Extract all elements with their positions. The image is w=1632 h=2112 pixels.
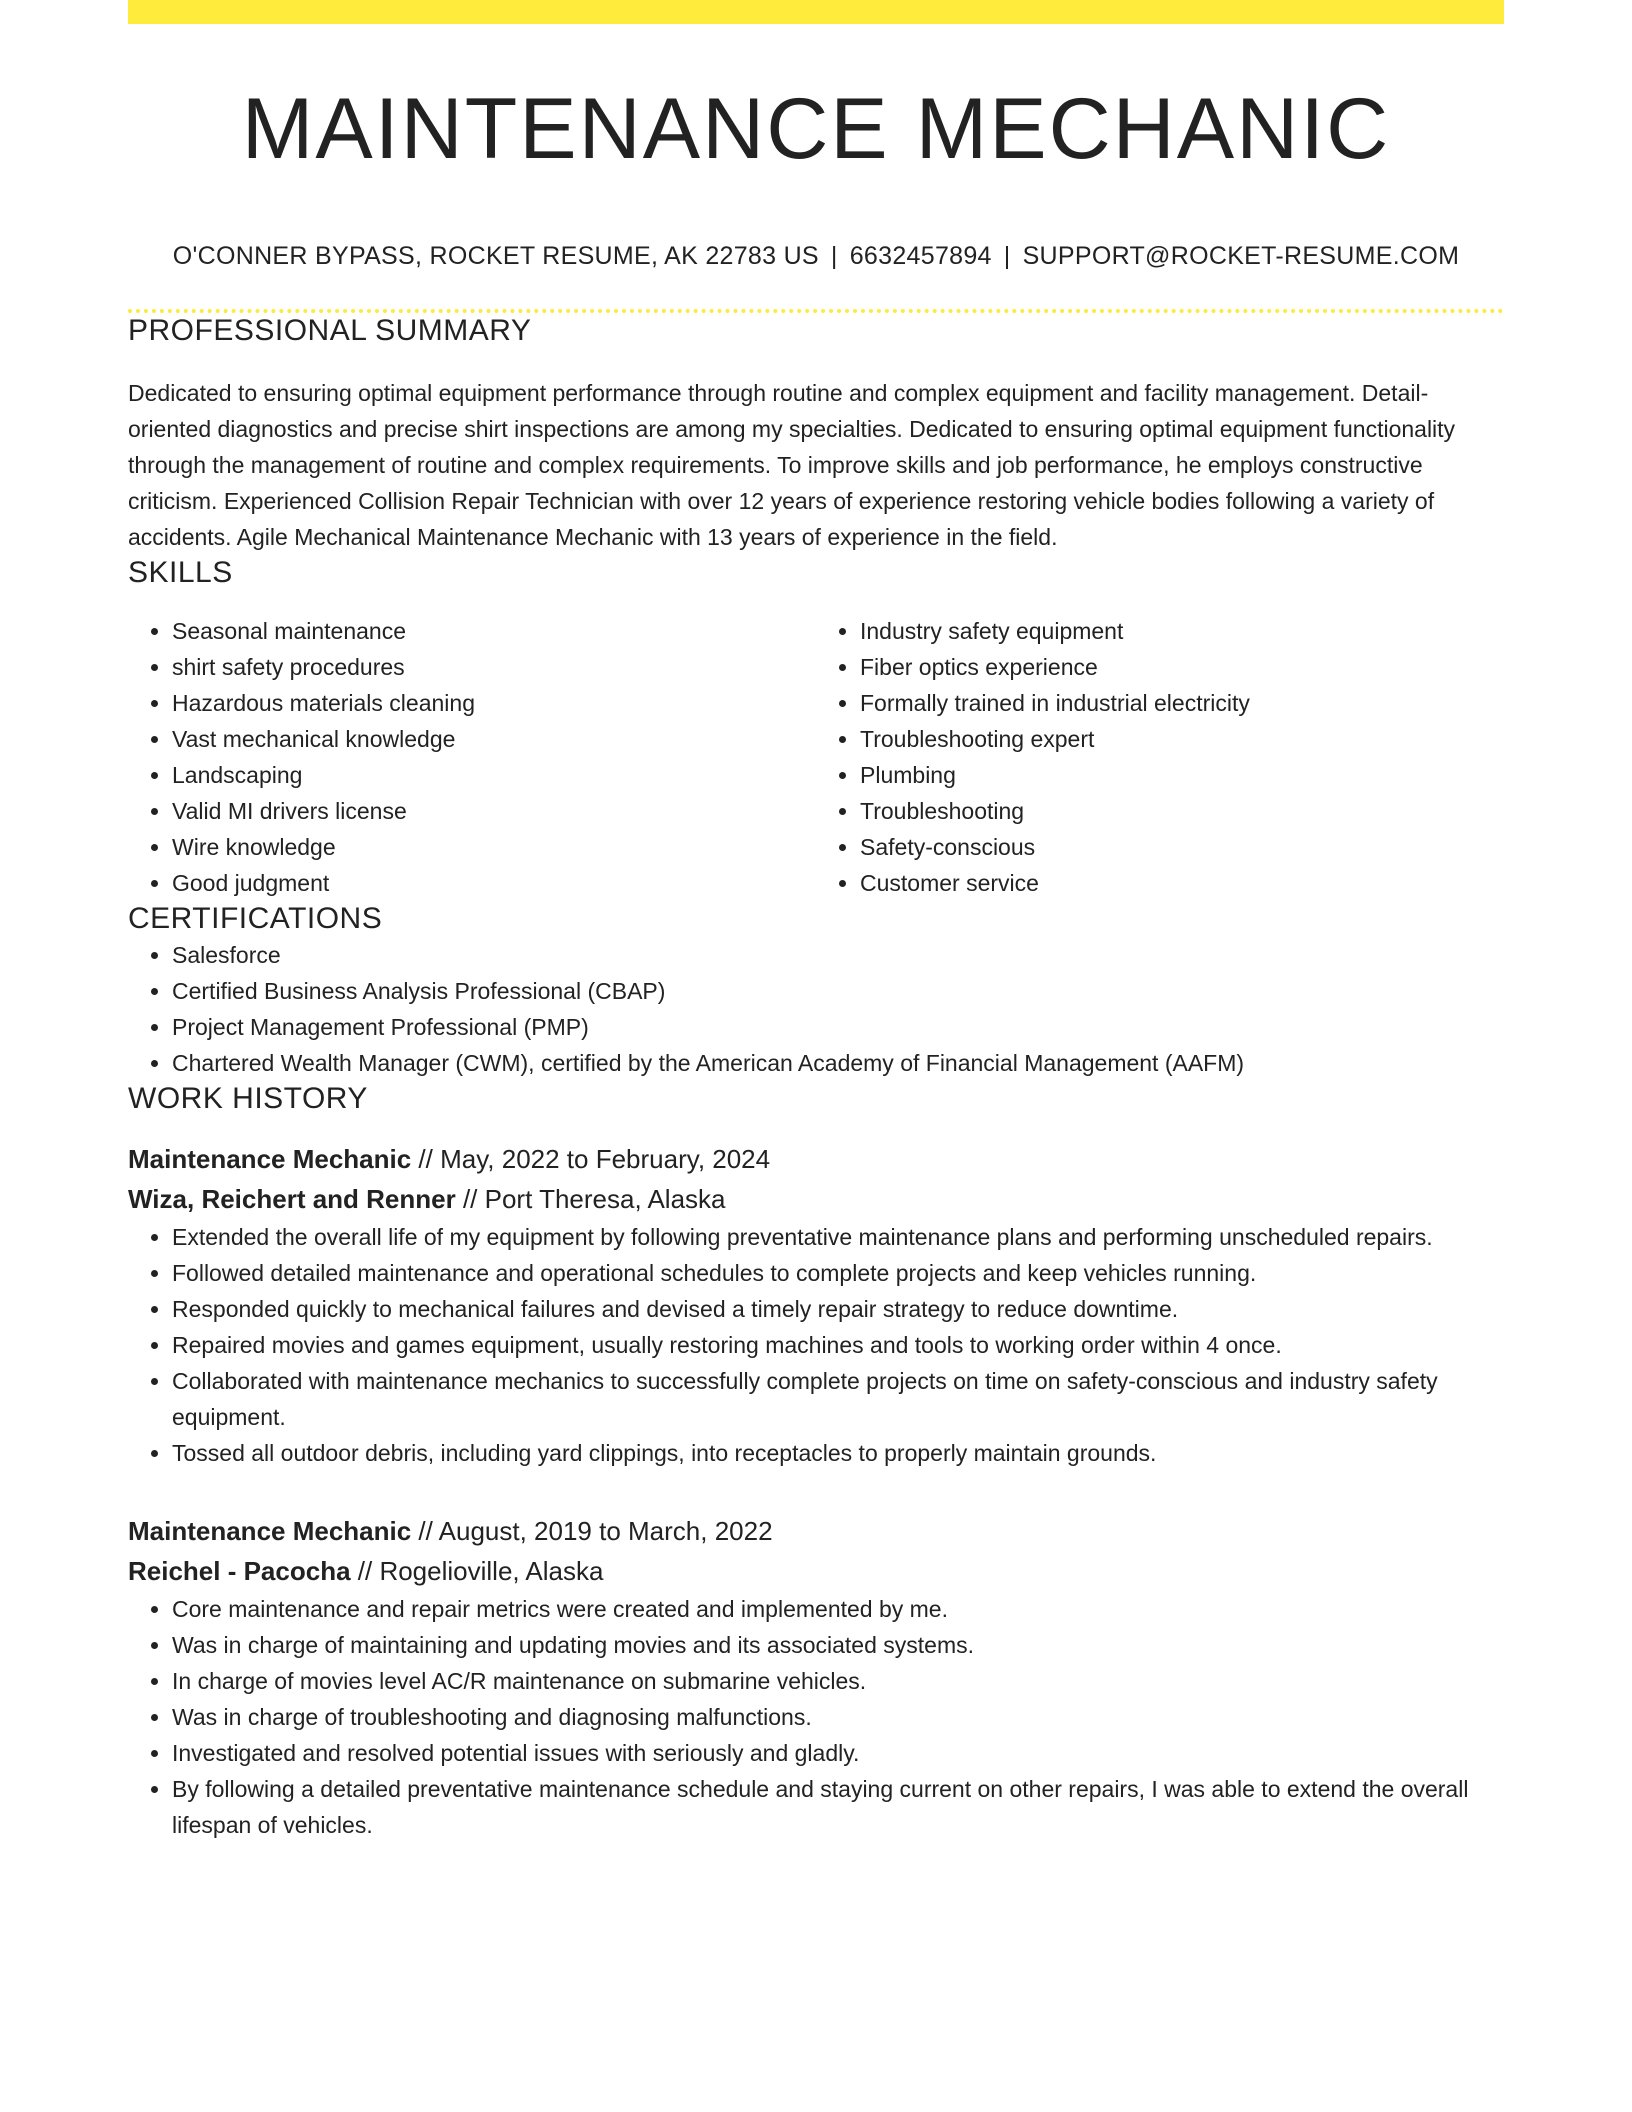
job-company-line bbox=[128, 1179, 1504, 1219]
skill-item: • Valid MI drivers license bbox=[172, 793, 816, 829]
job-location: // Rogelioville, Alaska bbox=[350, 1555, 604, 1586]
job-bullet: • Collaborated with maintenance mechanics to successfully complete projects on time on safety-conscious and industry safety equipment. bbox=[172, 1363, 1504, 1435]
job-bullet: • Extended the overall life of my equipment by following preventative maintenance plans and performing unscheduled repairs. bbox=[172, 1219, 1504, 1255]
skill-item: • Industry safety equipment bbox=[860, 613, 1504, 649]
skill-item: • Customer service bbox=[860, 865, 1504, 901]
certification-item: • Chartered Wealth Manager (CWM), certified by the American Academy of Financial Management (AAFM) bbox=[172, 1045, 1504, 1081]
summary-paragraph: Dedicated to ensuring optimal equipment performance through routine and complex equipment and facility management. Detail-oriented diagnostics and precise shirt inspections are among my specialties. Dedicated to ensuring optimal equipment functionality through the management of routine and complex requirements. To improve skills and job performance, he employs constructive criticism. Experienced Collision Repair Technician with over 12 years of experience restoring vehicle bodies following a variety of accidents. Agile Mechanical Maintenance Mechanic with 13 years of experience in the field. bbox=[128, 379, 1456, 550]
job-dates: // May, 2022 to February, 2024 bbox=[411, 1143, 771, 1174]
skill-item: • Good judgment bbox=[172, 865, 816, 901]
job-role-line bbox=[128, 1511, 1504, 1551]
resume-name-heading: MAINTENANCE MECHANIC bbox=[241, 81, 1391, 177]
contact-line bbox=[128, 241, 1504, 271]
job-bullet: • Was in charge of troubleshooting and diagnosing malfunctions. bbox=[172, 1699, 1504, 1735]
contact-separator: | bbox=[830, 241, 838, 270]
skill-item: • Troubleshooting expert bbox=[860, 721, 1504, 757]
job-bullet: • By following a detailed preventative maintenance schedule and staying current on other repairs, I was able to extend the overall lifespan of vehicles. bbox=[172, 1771, 1504, 1843]
job-company-line bbox=[128, 1551, 1504, 1591]
job-bullet: • Repaired movies and games equipment, usually restoring machines and tools to working order within 4 once. bbox=[172, 1327, 1504, 1363]
skills-list-left bbox=[128, 613, 816, 901]
certifications-section-title: CERTIFICATIONS bbox=[128, 901, 383, 935]
job-bullet: • Followed detailed maintenance and operational schedules to complete projects and keep vehicles running. bbox=[172, 1255, 1504, 1291]
job-bullets bbox=[128, 1219, 1504, 1471]
job-role-line bbox=[128, 1139, 1504, 1179]
resume-page bbox=[128, 0, 1504, 1843]
skills-list-right bbox=[816, 613, 1504, 901]
skill-item: • Seasonal maintenance bbox=[172, 613, 816, 649]
contact-address: O'CONNER BYPASS, ROCKET RESUME, AK 22783 US bbox=[172, 241, 819, 270]
job-role: Maintenance Mechanic bbox=[128, 1515, 412, 1546]
contact-email: SUPPORT@ROCKET-RESUME.COM bbox=[1022, 241, 1460, 270]
job-company: Reichel - Pacocha bbox=[128, 1555, 351, 1586]
job-bullet: • Investigated and resolved potential issues with seriously and gladly. bbox=[172, 1735, 1504, 1771]
job-bullet: • Core maintenance and repair metrics were created and implemented by me. bbox=[172, 1591, 1504, 1627]
summary-section-title: PROFESSIONAL SUMMARY bbox=[128, 313, 532, 347]
skill-item: • Safety-conscious bbox=[860, 829, 1504, 865]
job-location: // Port Theresa, Alaska bbox=[455, 1183, 726, 1214]
job-dates: // August, 2019 to March, 2022 bbox=[411, 1515, 773, 1546]
contact-separator: | bbox=[1003, 241, 1011, 270]
skill-item: • Hazardous materials cleaning bbox=[172, 685, 816, 721]
certification-item: • Salesforce bbox=[172, 937, 1504, 973]
job-company: Wiza, Reichert and Renner bbox=[128, 1183, 456, 1214]
skill-item: • shirt safety procedures bbox=[172, 649, 816, 685]
skill-item: • Vast mechanical knowledge bbox=[172, 721, 816, 757]
job-entry bbox=[128, 1511, 1504, 1843]
accent-top-bar bbox=[128, 0, 1504, 24]
job-bullet: • Was in charge of maintaining and updating movies and its associated systems. bbox=[172, 1627, 1504, 1663]
work-history-section-title: WORK HISTORY bbox=[128, 1081, 368, 1115]
skills-section-title: SKILLS bbox=[128, 555, 233, 589]
skill-item: • Plumbing bbox=[860, 757, 1504, 793]
skill-item: • Troubleshooting bbox=[860, 793, 1504, 829]
job-bullets bbox=[128, 1591, 1504, 1843]
skill-item: • Fiber optics experience bbox=[860, 649, 1504, 685]
job-bullet: • In charge of movies level AC/R maintenance on submarine vehicles. bbox=[172, 1663, 1504, 1699]
certification-item: • Certified Business Analysis Professional (CBAP) bbox=[172, 973, 1504, 1009]
skills-columns bbox=[128, 613, 1504, 901]
job-role: Maintenance Mechanic bbox=[128, 1143, 412, 1174]
job-bullet: • Tossed all outdoor debris, including yard clippings, into receptacles to properly maintain grounds. bbox=[172, 1435, 1504, 1471]
job-entry bbox=[128, 1139, 1504, 1471]
skill-item: • Landscaping bbox=[172, 757, 816, 793]
job-bullet: • Responded quickly to mechanical failures and devised a timely repair strategy to reduce downtime. bbox=[172, 1291, 1504, 1327]
certifications-list bbox=[128, 937, 1504, 1081]
certification-item: • Project Management Professional (PMP) bbox=[172, 1009, 1504, 1045]
skill-item: • Formally trained in industrial electricity bbox=[860, 685, 1504, 721]
contact-phone: 6632457894 bbox=[849, 241, 992, 270]
skill-item: • Wire knowledge bbox=[172, 829, 816, 865]
